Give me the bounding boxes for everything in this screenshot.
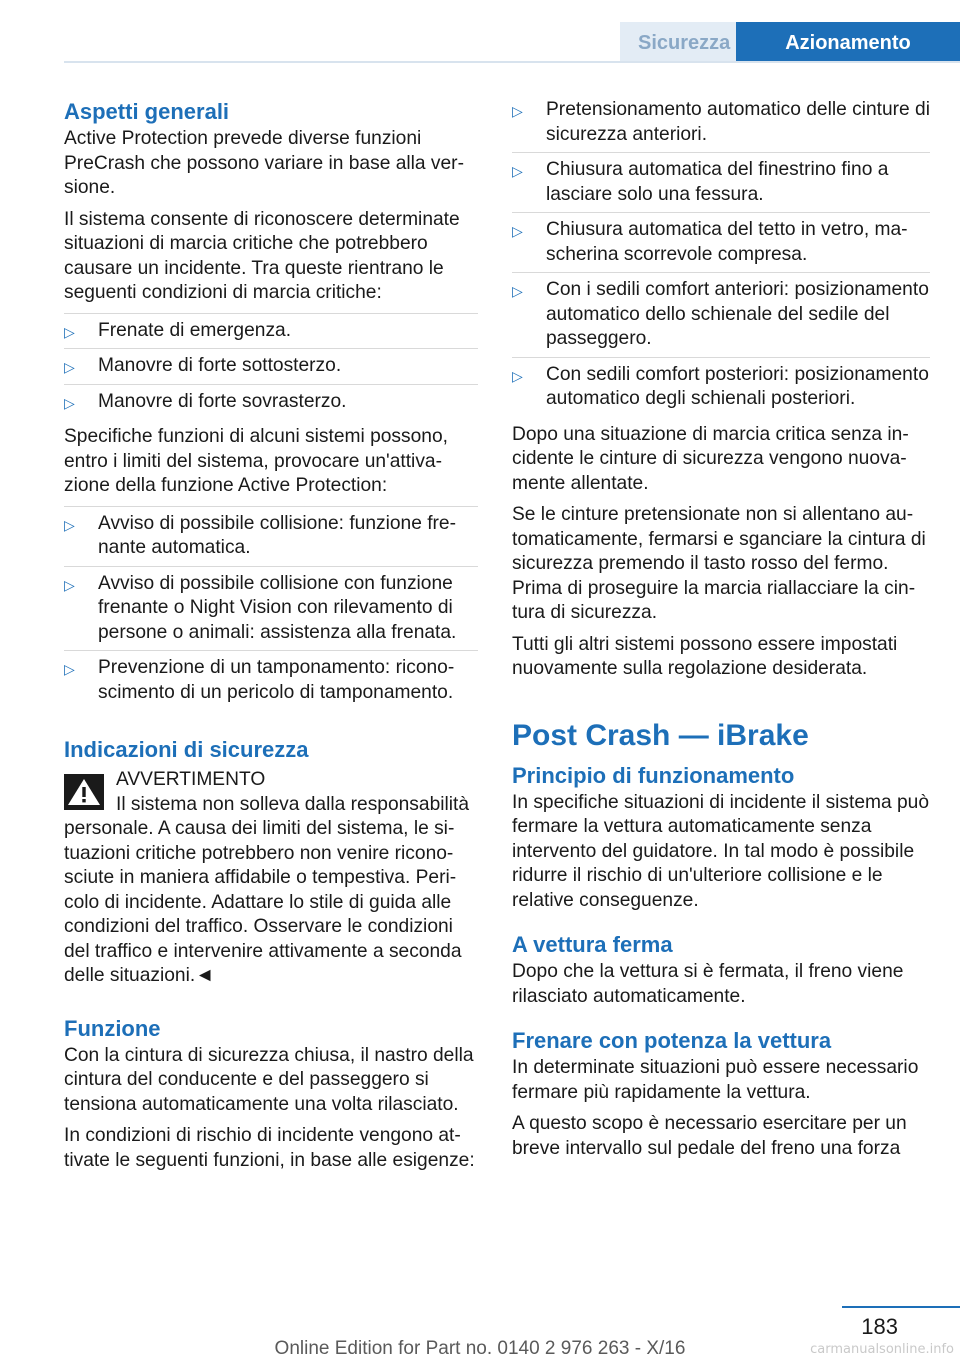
paragraph: In condizioni di rischio di incidente vengono attivate le seguenti funzioni, in base alle esigenze: xyxy=(64,1125,475,1171)
list-item: ▷ Avviso di possibile collisione: funzione frenante automatica. xyxy=(64,507,478,567)
triangle-bullet-icon: ▷ xyxy=(512,163,523,179)
page-number: 183 xyxy=(861,1314,898,1339)
heading-principio-funzionamento: Principio di funzionamento xyxy=(512,762,795,788)
tab-azionamento[interactable]: Azionamento xyxy=(736,22,960,62)
list-item: ▷ Chiusura automatica del finestrino fino a lasciare solo una fessura. xyxy=(512,153,930,213)
heading-vettura-ferma: A vettura ferma xyxy=(512,932,673,957)
warning-title: AVVERTIMENTO xyxy=(116,769,266,790)
paragraph: Dopo una situazione di marcia critica senza incidente le cinture di sicurezza vengono nuovamente allentate. xyxy=(512,423,909,494)
list-item: ▷ Con i sedili comfort anteriori: posizionamento automatico dello schienale del sedile del passeggero. xyxy=(512,273,930,358)
triangle-bullet-icon: ▷ xyxy=(64,661,75,677)
triangle-bullet-icon: ▷ xyxy=(512,223,523,239)
list-item: ▷ Chiusura automatica del tetto in vetro, mascherina scorrevole compresa. xyxy=(512,213,930,273)
paragraph: Specifiche funzioni di alcuni sistemi possono, entro i limiti del sistema, provocare un'attivazione della funzione Active Protection: xyxy=(64,426,448,496)
triangle-bullet-icon: ▷ xyxy=(64,394,75,411)
paragraph: Tutti gli altri sistemi possono essere impostati nuovamente sulla regolazione desiderata. xyxy=(512,633,898,679)
paragraph: Con la cintura di sicurezza chiusa, il nastro della cintura del conducente e del passeggero si tensiona automaticamente una volta rilasciato. xyxy=(64,1044,474,1115)
header-divider xyxy=(64,61,960,63)
warning-box xyxy=(64,768,478,989)
paragraph: A questo scopo è necessario esercitare per un breve intervallo sul pedale del freno una forza xyxy=(512,1113,907,1159)
heading-frenare-potenza: Frenare con potenza la vettura xyxy=(512,1028,832,1053)
header-tabs xyxy=(620,22,960,62)
triangle-bullet-icon: ▷ xyxy=(64,516,75,533)
warning-text-first-line: Il sistema non solleva dalla responsabilità xyxy=(116,793,470,815)
triangle-bullet-icon: ▷ xyxy=(64,323,75,340)
warning-triangle-icon xyxy=(64,774,104,810)
list-item: ▷ Manovre di forte sottosterzo. xyxy=(64,349,478,385)
bullet-list-driving-conditions xyxy=(64,313,478,420)
heading-aspetti-generali: Aspetti generali xyxy=(64,99,230,124)
triangle-bullet-icon: ▷ xyxy=(512,283,523,299)
list-item: ▷ Frenate di emergenza. xyxy=(64,314,478,350)
edition-footer: Online Edition for Part no. 0140 2 976 263 - X/16 xyxy=(274,1338,686,1359)
triangle-bullet-icon: ▷ xyxy=(512,367,523,384)
list-item: ▷ Con sedili comfort posteriori: posizionamento automatico degli schienali posteriori. xyxy=(512,363,929,409)
heading-post-crash-ibrake: Post Crash — iBrake xyxy=(512,718,809,752)
paragraph: In specifiche situazioni di incidente il sistema può fermare la vettura automaticamente senza intervento del guidatore. In tal modo è possibile ridurre il rischio di un'ulteriore collisione e le relative conseguenze. xyxy=(512,791,930,911)
list-item: ▷ Pretensionamento automatico delle cinture di sicurezza anteriori. xyxy=(512,93,930,153)
triangle-bullet-icon: ▷ xyxy=(64,359,75,375)
paragraph: Se le cinture pretensionate non si allentano automaticamente, fermarsi e sganciare la cintura di sicurezza premendo il tasto rosso del fermo. Prima di proseguire la marcia riallacciare la cintura di sicurezza. xyxy=(512,504,926,623)
list-item: ▷ Prevenzione di un tamponamento: riconoscimento di un pericolo di tamponamento. xyxy=(64,657,455,703)
heading-indicazioni-sicurezza: Indicazioni di sicurezza xyxy=(64,737,309,762)
paragraph: Dopo che la vettura si è fermata, il freno viene rilasciato automaticamente. xyxy=(512,961,904,1007)
triangle-bullet-icon: ▷ xyxy=(512,103,523,119)
paragraph: In determinate situazioni può essere necessario fermare più rapidamente la vettura. xyxy=(512,1057,919,1103)
bullet-list-functions xyxy=(512,93,930,417)
footer-accent-line xyxy=(842,1306,960,1308)
bullet-list-systems xyxy=(64,506,478,711)
warning-text: personale. A causa dei limiti del sistema, le situazioni critiche potrebbero non venire riconosciute in maniera affidabile o tempestiva. Pericolo di incidente. Adattare lo stile di guida alle condizioni del traffico. Osservare le condizioni del traffico e intervenire attivamente a seconda delle situazioni.◄ xyxy=(64,818,462,986)
tab-sicurezza[interactable]: Sicurezza xyxy=(620,22,736,62)
list-item: ▷ Avviso di possibile collisione con funzione frenante o Night Vision con rilevamento di persone o animali: assistenza alla frenata. xyxy=(64,567,478,652)
right-column xyxy=(512,98,930,1168)
paragraph: Il sistema consente di riconoscere determinate situazioni di marcia critiche che potrebbero causare un incidente. Tra queste rientrano le seguenti condizioni di marcia critiche: xyxy=(64,208,460,303)
watermark: carmanualsonline.info xyxy=(810,1342,954,1357)
heading-funzione: Funzione xyxy=(64,1015,161,1041)
list-item: ▷ Manovre di forte sovrasterzo. xyxy=(64,385,478,420)
triangle-bullet-icon: ▷ xyxy=(64,576,75,593)
left-column xyxy=(64,98,478,1180)
paragraph: Active Protection prevede diverse funzioni PreCrash che possono variare in base alla versione. xyxy=(64,128,464,198)
